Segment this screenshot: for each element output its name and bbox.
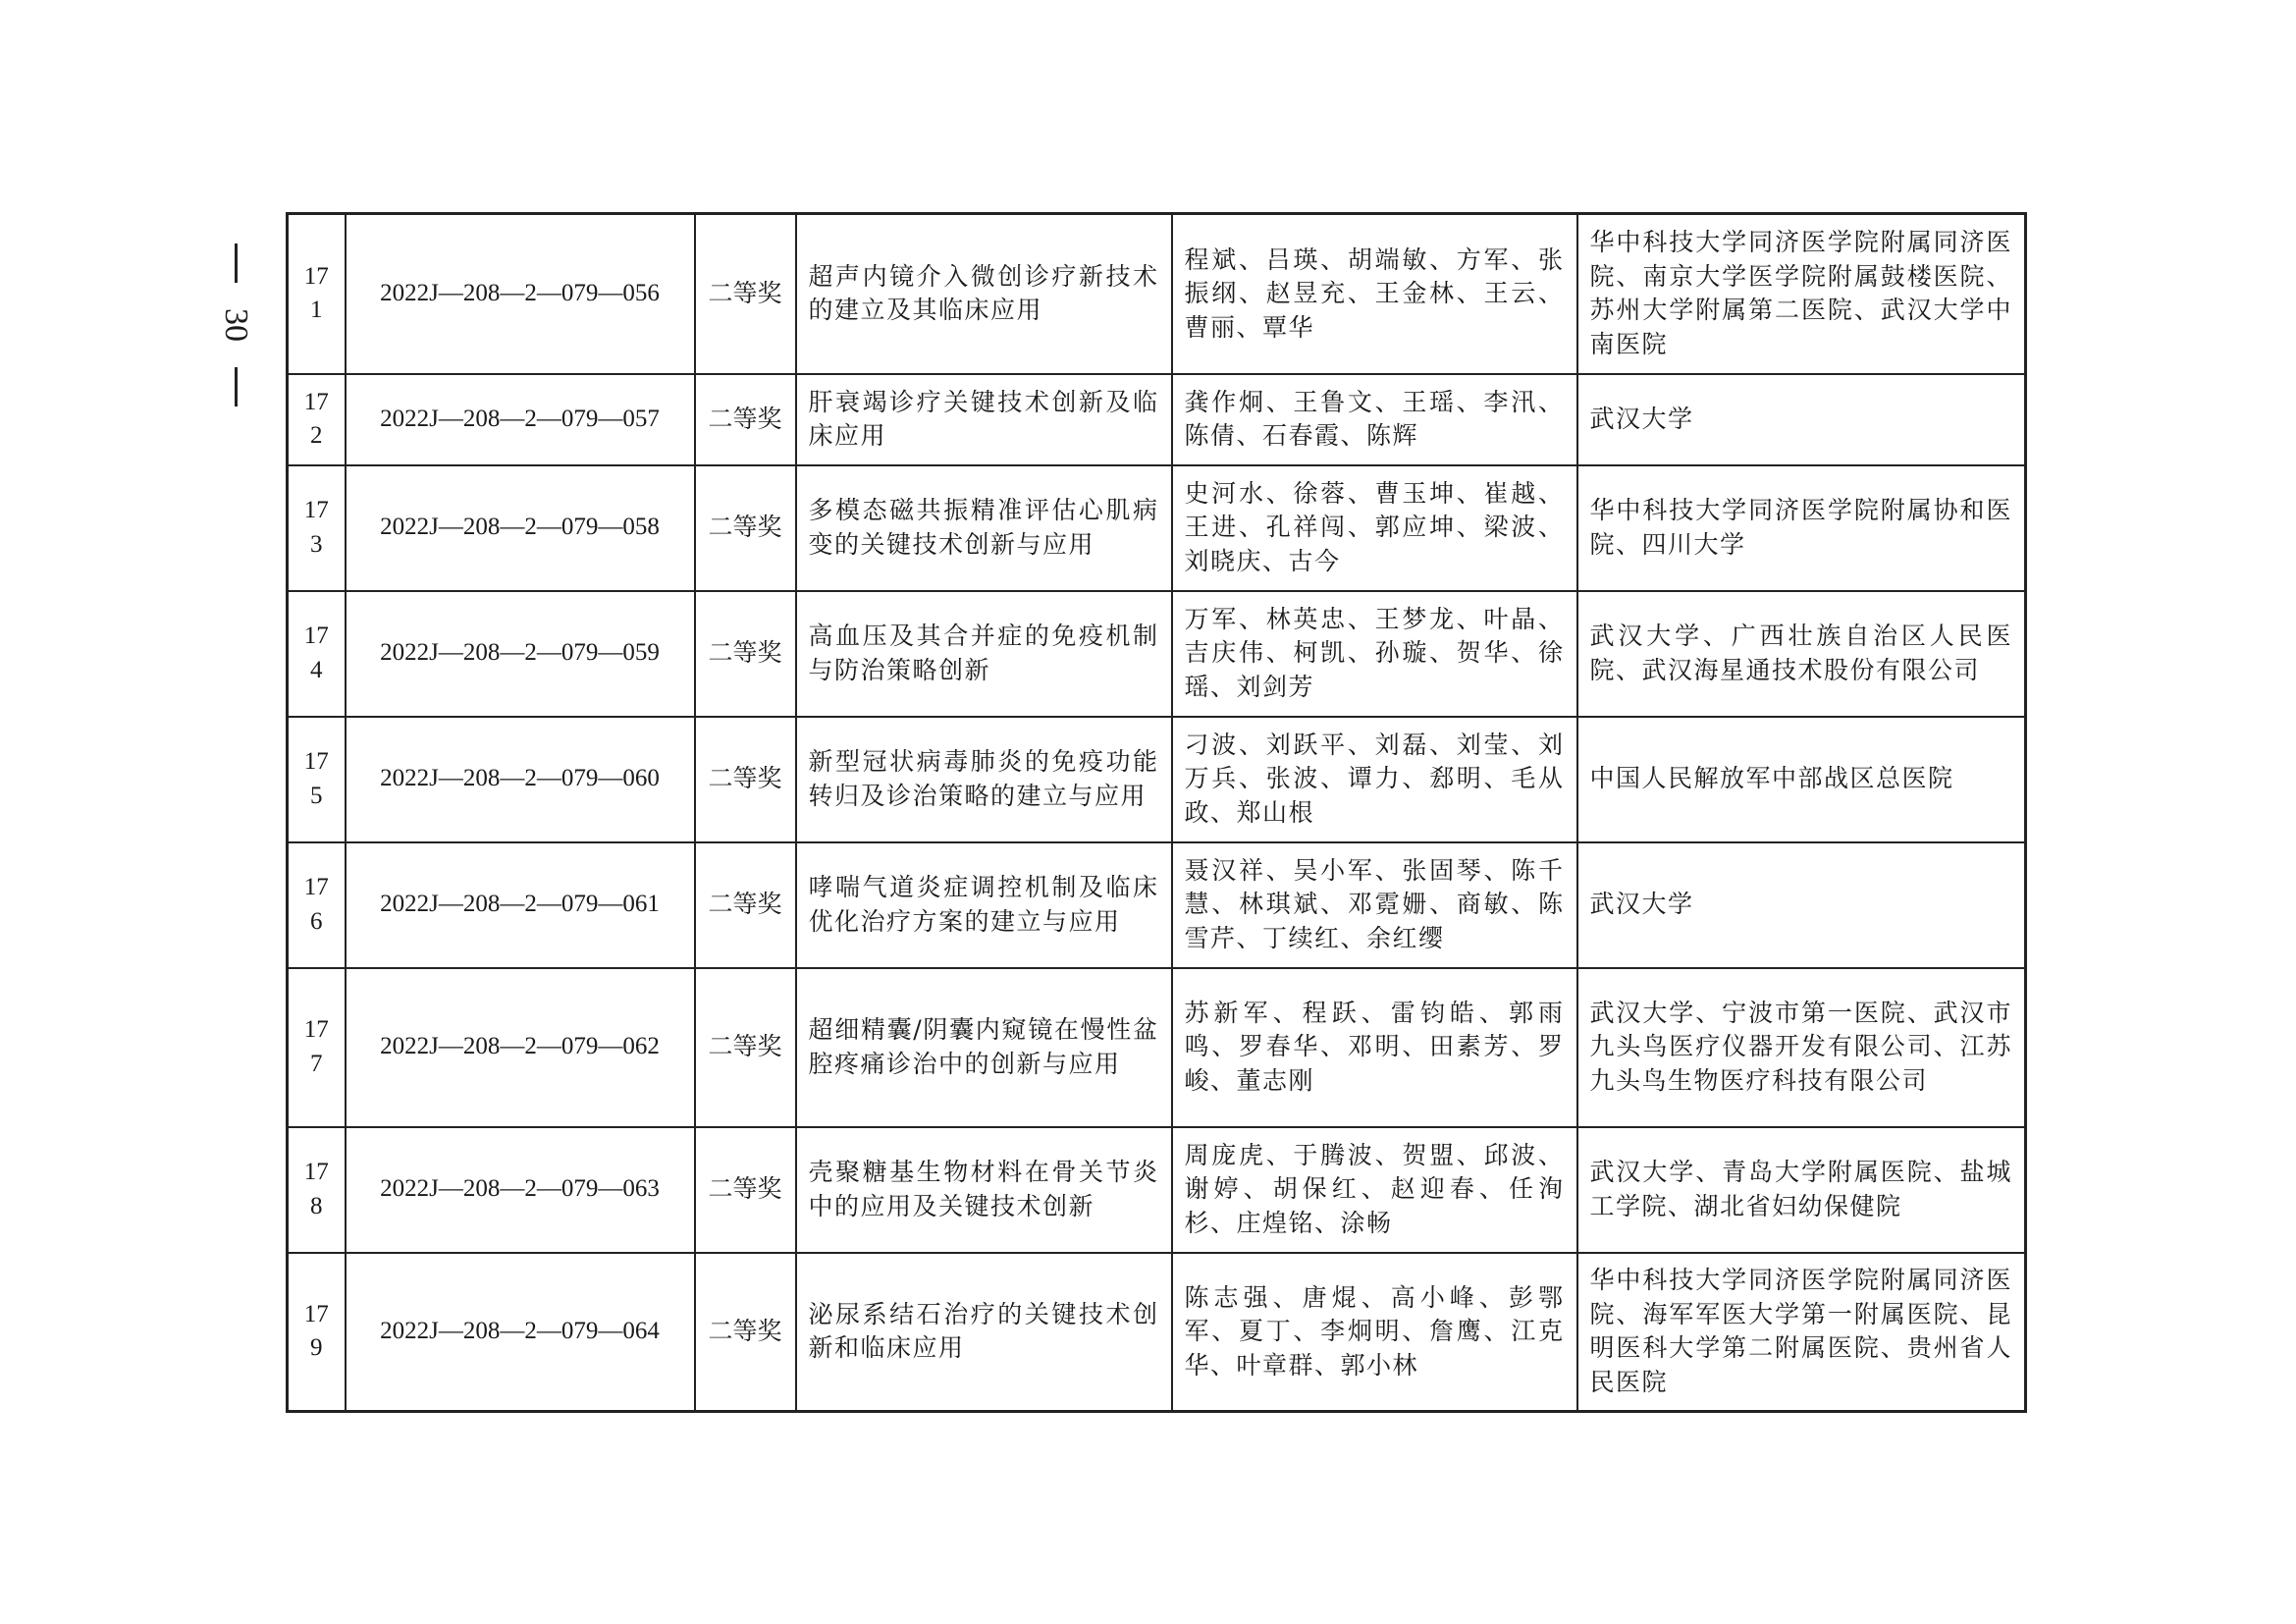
project-members: 程斌、吕瑛、胡端敏、方军、张振纲、赵昱充、王金林、王云、曹丽、覃华 xyxy=(1172,214,1577,374)
project-members: 苏新军、程跃、雷钧皓、郭雨鸣、罗春华、邓明、田素芳、罗峻、董志刚 xyxy=(1172,968,1577,1127)
row-index: 171 xyxy=(288,214,346,374)
project-code: 2022J—208—2—079—056 xyxy=(346,214,695,374)
project-organizations: 华中科技大学同济医学院附属同济医院、海军军医大学第一附属医院、昆明医科大学第二附属医院、贵州省人民医院 xyxy=(1577,1253,2026,1412)
project-organizations: 华中科技大学同济医学院附属协和医院、四川大学 xyxy=(1577,465,2026,591)
project-code: 2022J—208—2—079—062 xyxy=(346,968,695,1127)
project-members: 聂汉祥、吴小军、张固琴、陈千慧、林琪斌、邓霓姗、商敏、陈雪芹、丁续红、余红缨 xyxy=(1172,842,1577,968)
row-index: 177 xyxy=(288,968,346,1127)
project-title: 高血压及其合并症的免疫机制与防治策略创新 xyxy=(796,591,1172,717)
award-level: 二等奖 xyxy=(695,717,796,842)
project-members: 陈志强、唐焜、高小峰、彭鄂军、夏丁、李炯明、詹鹰、江克华、叶章群、郭小林 xyxy=(1172,1253,1577,1412)
project-title: 壳聚糖基生物材料在骨关节炎中的应用及关键技术创新 xyxy=(796,1127,1172,1253)
award-level: 二等奖 xyxy=(695,1127,796,1253)
award-level: 二等奖 xyxy=(695,591,796,717)
project-members: 龚作炯、王鲁文、王瑶、李汛、陈倩、石春霞、陈辉 xyxy=(1172,374,1577,465)
project-code: 2022J—208—2—079—059 xyxy=(346,591,695,717)
table-row xyxy=(288,842,2026,968)
project-code: 2022J—208—2—079—064 xyxy=(346,1253,695,1412)
project-code: 2022J—208—2—079—057 xyxy=(346,374,695,465)
project-organizations: 武汉大学、广西壮族自治区人民医院、武汉海星通技术股份有限公司 xyxy=(1577,591,2026,717)
table-row xyxy=(288,214,2026,374)
row-index: 179 xyxy=(288,1253,346,1412)
row-index: 178 xyxy=(288,1127,346,1253)
award-level: 二等奖 xyxy=(695,374,796,465)
project-code: 2022J—208—2—079—058 xyxy=(346,465,695,591)
award-level: 二等奖 xyxy=(695,1253,796,1412)
project-organizations: 武汉大学 xyxy=(1577,374,2026,465)
table-row xyxy=(288,591,2026,717)
table-row xyxy=(288,465,2026,591)
row-index: 173 xyxy=(288,465,346,591)
project-title: 哮喘气道炎症调控机制及临床优化治疗方案的建立与应用 xyxy=(796,842,1172,968)
project-members: 史河水、徐蓉、曹玉坤、崔越、王进、孔祥闯、郭应坤、梁波、刘晓庆、古今 xyxy=(1172,465,1577,591)
project-organizations: 中国人民解放军中部战区总医院 xyxy=(1577,717,2026,842)
row-index: 176 xyxy=(288,842,346,968)
table-row xyxy=(288,374,2026,465)
page-number-text: 30 xyxy=(218,308,254,342)
award-level: 二等奖 xyxy=(695,465,796,591)
page-number-dash-top xyxy=(235,244,238,283)
table-row xyxy=(288,1253,2026,1412)
award-level: 二等奖 xyxy=(695,842,796,968)
project-code: 2022J—208—2—079—061 xyxy=(346,842,695,968)
row-index: 172 xyxy=(288,374,346,465)
awards-table xyxy=(286,212,2027,1413)
award-level: 二等奖 xyxy=(695,214,796,374)
table-row xyxy=(288,1127,2026,1253)
award-level: 二等奖 xyxy=(695,968,796,1127)
project-organizations: 武汉大学、宁波市第一医院、武汉市九头鸟医疗仪器开发有限公司、江苏九头鸟生物医疗科技有限公司 xyxy=(1577,968,2026,1127)
project-organizations: 武汉大学、青岛大学附属医院、盐城工学院、湖北省妇幼保健院 xyxy=(1577,1127,2026,1253)
table-row xyxy=(288,717,2026,842)
project-organizations: 华中科技大学同济医学院附属同济医院、南京大学医学院附属鼓楼医院、苏州大学附属第二医院、武汉大学中南医院 xyxy=(1577,214,2026,374)
project-title: 多模态磁共振精准评估心肌病变的关键技术创新与应用 xyxy=(796,465,1172,591)
project-title: 肝衰竭诊疗关键技术创新及临床应用 xyxy=(796,374,1172,465)
table-row xyxy=(288,968,2026,1127)
row-index: 174 xyxy=(288,591,346,717)
project-members: 万军、林英忠、王梦龙、叶晶、吉庆伟、柯凯、孙璇、贺华、徐瑶、刘剑芳 xyxy=(1172,591,1577,717)
project-title: 新型冠状病毒肺炎的免疫功能转归及诊治策略的建立与应用 xyxy=(796,717,1172,842)
project-title: 超声内镜介入微创诊疗新技术的建立及其临床应用 xyxy=(796,214,1172,374)
project-title: 超细精囊/阴囊内窥镜在慢性盆腔疼痛诊治中的创新与应用 xyxy=(796,968,1172,1127)
page-number-dash-bottom xyxy=(235,367,238,406)
project-title: 泌尿系结石治疗的关键技术创新和临床应用 xyxy=(796,1253,1172,1412)
project-organizations: 武汉大学 xyxy=(1577,842,2026,968)
page-number xyxy=(191,244,280,440)
project-code: 2022J—208—2—079—063 xyxy=(346,1127,695,1253)
project-code: 2022J—208—2—079—060 xyxy=(346,717,695,842)
project-members: 刁波、刘跃平、刘磊、刘莹、刘万兵、张波、谭力、郄明、毛从政、郑山根 xyxy=(1172,717,1577,842)
row-index: 175 xyxy=(288,717,346,842)
project-members: 周庞虎、于腾波、贺盟、邱波、谢婷、胡保红、赵迎春、任洵杉、庄煌铭、涂畅 xyxy=(1172,1127,1577,1253)
